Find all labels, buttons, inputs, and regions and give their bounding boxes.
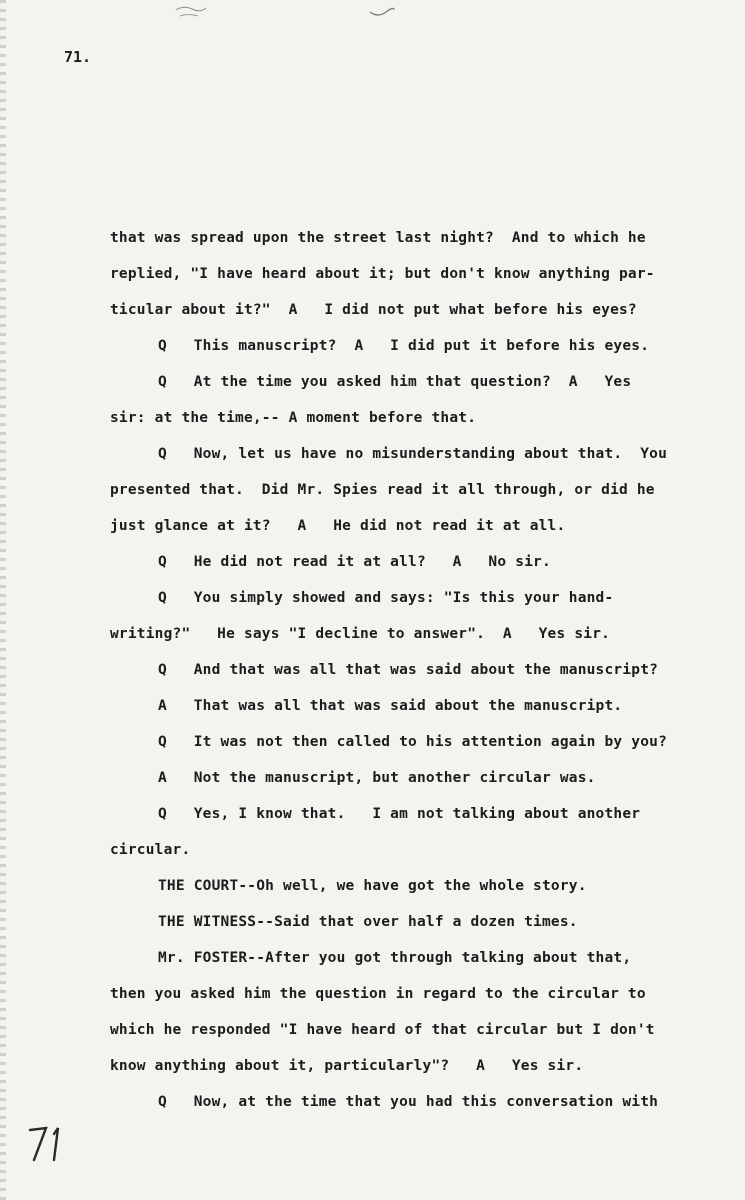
transcript-line: Mr. FOSTER--After you got through talking about that, <box>158 950 632 966</box>
transcript-line: replied, "I have heard about it; but don't know anything par- <box>110 266 655 282</box>
transcript-line: Q He did not read it at all? A No sir. <box>158 554 551 570</box>
transcript-line: presented that. Did Mr. Spies read it all through, or did he <box>110 482 655 498</box>
transcript-line: Q At the time you asked him that question? A Yes <box>158 374 632 390</box>
transcript-line: Q It was not then called to his attention again by you? <box>158 734 667 750</box>
handwritten-page-number <box>24 1118 74 1166</box>
transcript-line: Q Now, at the time that you had this conversation with <box>158 1094 659 1110</box>
transcript-line: THE COURT--Oh well, we have got the whole story. <box>158 878 587 894</box>
ink-smudge-mark <box>170 0 210 22</box>
transcript-line: Q Now, let us have no misunderstanding about that. You <box>158 446 667 462</box>
transcript-line: THE WITNESS--Said that over half a dozen times. <box>158 914 578 930</box>
transcript-line: writing?" He says "I decline to answer". A Yes sir. <box>110 626 611 642</box>
transcript-line: ticular about it?" A I did not put what before his eyes? <box>110 302 637 318</box>
transcript-line: Q You simply showed and says: "Is this your hand- <box>158 590 614 606</box>
transcript-line: A Not the manuscript, but another circular was. <box>158 770 596 786</box>
transcript-line: then you asked him the question in regard to the circular to <box>110 986 646 1002</box>
ink-smudge-mark <box>366 0 396 22</box>
transcript-body <box>110 226 710 1126</box>
transcript-line: Q Yes, I know that. I am not talking about another <box>158 806 641 822</box>
transcript-line: A That was all that was said about the manuscript. <box>158 698 623 714</box>
transcript-line: know anything about it, particularly"? A Yes sir. <box>110 1058 584 1074</box>
transcript-line: circular. <box>110 842 191 858</box>
transcript-line: just glance at it? A He did not read it at all. <box>110 518 566 534</box>
transcript-line: Q And that was all that was said about the manuscript? <box>158 662 659 678</box>
scanned-left-edge <box>0 0 6 1200</box>
transcript-line: sir: at the time,-- A moment before that. <box>110 410 477 426</box>
page-number: 71. <box>64 48 92 66</box>
transcript-line: Q This manuscript? A I did put it before his eyes. <box>158 338 650 354</box>
transcript-line: which he responded "I have heard of that circular but I don't <box>110 1022 655 1038</box>
transcript-line: that was spread upon the street last night? And to which he <box>110 230 646 246</box>
